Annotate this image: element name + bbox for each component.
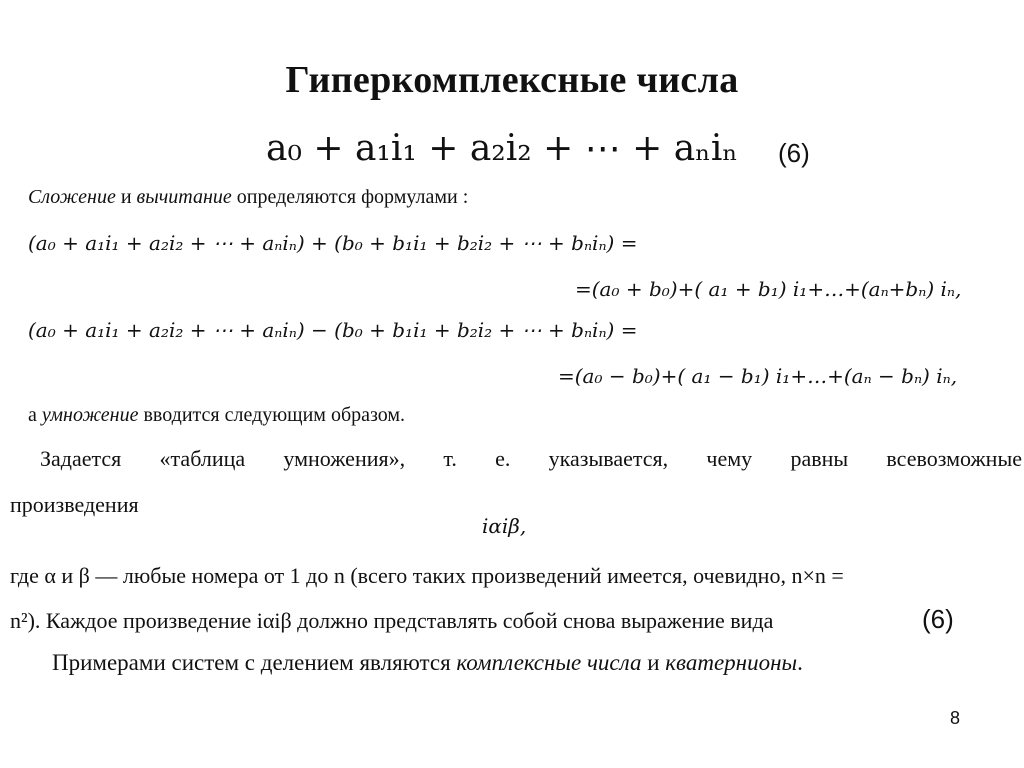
sum-formula-lhs: (a₀ + a₁i₁ + a₂i₂ + ⋯ + aₙiₙ) + (b₀ + b₁i₁ + b₂i₂ + ⋯ + bₙiₙ) =: [28, 231, 638, 255]
para4-end: .: [797, 650, 803, 675]
equation-number: (6): [778, 138, 810, 168]
product-formula: iαiβ,: [482, 514, 527, 538]
and-word: и: [115, 186, 137, 208]
indices-paragraph: где α и β — любые номера от 1 до n (всего таких произведений имеется, очевидно, n×n =: [10, 563, 844, 588]
para1-word: Задается: [40, 446, 122, 471]
equation-number-bottom: (6): [922, 604, 954, 634]
multiplication-table-paragraph: [40, 446, 1022, 472]
division-examples: [52, 650, 803, 676]
para1-word: т.: [443, 446, 457, 471]
main-formula: a₀ + a₁i₁ + a₂i₂ + ⋯ + aₙiₙ: [266, 128, 738, 169]
multiplication-word: умножение: [41, 404, 139, 426]
product-paragraph: n²). Каждое произведение iαiβ должно представлять собой снова выражение вида: [10, 608, 774, 633]
page-number: 8: [950, 708, 961, 728]
slide-title: Гиперкомплексные числа: [285, 59, 739, 101]
para1-word: чему: [706, 446, 753, 471]
mult-pre: а: [28, 404, 42, 426]
complex-numbers-term: комплексные числа: [456, 650, 642, 675]
diff-formula-rhs: =(a₀ − b₀)+( a₁ − b₁) i₁+…+(aₙ − bₙ) iₙ,: [558, 364, 958, 388]
para1-word: е.: [495, 446, 511, 471]
mult-rest: вводится следующим образом.: [138, 404, 406, 426]
add-sub-rest: определяются формулами :: [231, 186, 469, 208]
subtraction-word: вычитание: [136, 186, 232, 208]
diff-formula-lhs: (a₀ + a₁i₁ + a₂i₂ + ⋯ + aₙiₙ) − (b₀ + b₁i₁ + b₂i₂ + ⋯ + bₙiₙ) =: [28, 318, 638, 342]
para1-word: «таблица: [159, 446, 246, 471]
para1-continuation: произведения: [10, 492, 139, 517]
para1-word: умножения»,: [283, 446, 406, 471]
multiplication-intro: [28, 404, 405, 427]
para1-word: указывается,: [548, 446, 669, 471]
para4-pre: Примерами систем с делением являются: [52, 650, 457, 675]
para1-word: равны: [790, 446, 849, 471]
add-sub-intro: [28, 186, 468, 209]
para1-word: всевозможные: [886, 446, 1022, 471]
para4-and: и: [641, 650, 666, 675]
addition-word: Сложение: [28, 186, 116, 208]
quaternions-term: кватернионы: [665, 650, 798, 675]
sum-formula-rhs: =(a₀ + b₀)+( a₁ + b₁) i₁+…+(aₙ+bₙ) iₙ,: [575, 277, 962, 301]
